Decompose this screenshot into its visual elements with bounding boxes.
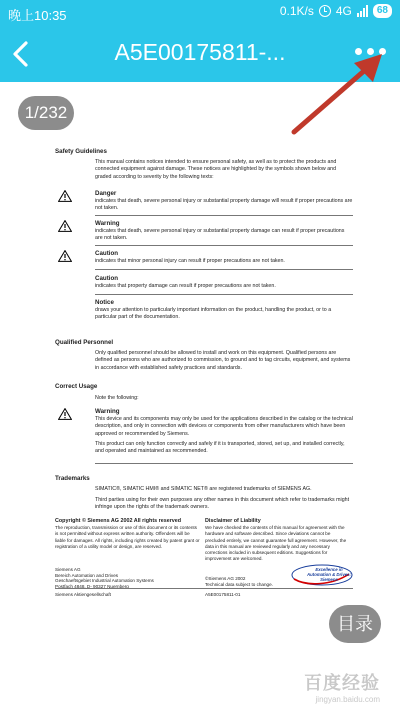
copyright-short: ©Siemens AG 2002	[205, 576, 246, 581]
address-line: Geschaeftsgebiet Industrial Automation Systems	[55, 578, 154, 584]
notice-title: Caution	[95, 275, 119, 282]
copyright-heading: Copyright © Siemens AG 2002 All rights reserved	[55, 518, 182, 524]
network-type: 4G	[335, 4, 352, 18]
more-options-button[interactable]	[355, 48, 386, 55]
battery-icon: 68	[373, 4, 392, 18]
notice-title: Caution	[95, 250, 119, 257]
warning-triangle-icon	[58, 408, 72, 420]
alarm-icon	[319, 5, 331, 17]
company-name: Siemens Aktiengesellschaft	[55, 592, 111, 597]
watermark-text: 百度经验	[304, 673, 380, 693]
disclaimer-heading: Disclaimer of Liability	[205, 518, 261, 524]
notice-title: Warning	[95, 220, 120, 227]
address-line: Bereich Automation and Drives	[55, 572, 119, 578]
notice-text: indicates that property damage can result if proper precautions are not taken.	[95, 283, 276, 289]
divider	[95, 294, 353, 295]
notice-text: This product can only function correctly and safely if it is transported, stored, set up, and installed correctly, and operated and maintained as recommended.	[95, 440, 345, 455]
notice-title: Warning	[95, 408, 120, 415]
app-header	[0, 26, 400, 82]
notice-text: indicates that death, severe personal injury or substantial property damage can result if proper precautions are not taken.	[95, 228, 345, 242]
page-counter: 1/232	[18, 96, 74, 130]
notice-text: This device and its components may only be used for the applications described in the catalog or the technical description, and only in connection with devices or components from other manufacturers which have been approved or recommended by Siemens.	[95, 416, 353, 437]
paragraph: Note the following:	[95, 395, 139, 401]
notice-text: draws your attention to particularly important information on the product, handling the product, or to a particular part of the documentation.	[95, 307, 332, 321]
more-options-icon	[355, 48, 362, 55]
document-number: A5E00175811-01	[205, 592, 241, 597]
signal-icon	[357, 5, 368, 17]
address-line: Siemens AG	[55, 567, 81, 572]
status-time: 晚上10:35	[8, 8, 67, 23]
catalog-button[interactable]: 目录	[329, 605, 381, 643]
disclaimer-text: We have checked the contents of this manual for agreement with the hardware and software described. Since deviations cannot be precluded entirely, we cannot guarantee full agreement. However, the data in this manual are reviewed regularly and any necessary corrections included in subsequent editions. Suggestions for improvement are welcomed.	[205, 525, 347, 562]
badge-text: Excellence in Automation & Drives: Siemens	[307, 567, 351, 582]
copyright-note	[205, 576, 305, 587]
section-heading: Safety Guidelines	[55, 148, 107, 155]
divider	[95, 269, 353, 270]
address-line: Postfach 4848, D- 90327 Nuernberg	[55, 583, 129, 589]
paragraph: SIMATIC®, SIMATIC HMI® and SIMATIC NET® are registered trademarks of SIEMENS AG.	[95, 486, 312, 492]
notice-text: indicates that death, severe personal injury or substantial property damage will result if proper precautions are not taken.	[95, 198, 353, 212]
section-heading: Correct Usage	[55, 383, 98, 390]
tech-data-note: Technical data subject to change.	[205, 581, 273, 587]
paragraph: This manual contains notices intended to ensure personal safety, as well as to protect the products and connected equipment against damage. These notices are highlighted by the symbols shown below and graded according to severity by the following texts:	[95, 159, 337, 180]
watermark-url: jingyan.baidu.com	[315, 695, 380, 704]
watermark	[272, 669, 392, 707]
divider	[95, 215, 353, 216]
address-block	[55, 567, 185, 589]
document-page[interactable]	[55, 140, 355, 655]
disclaimer-block	[205, 518, 350, 562]
paragraph: Only qualified personnel should be allowed to install and work on this equipment. Qualified persons are defined as persons who are authorized to commission, to ground and to tag circuits, equipment, and systems in accordance with established safety practices and standards.	[95, 350, 351, 371]
copyright-block	[55, 518, 200, 550]
notice-title: Danger	[95, 190, 117, 197]
notice-title: Notice	[95, 299, 114, 306]
network-speed: 0.1K/s	[279, 4, 314, 18]
divider	[55, 588, 353, 589]
section-heading: Qualified Personnel	[55, 339, 114, 346]
copyright-text: The reproduction, transmission or use of this document or its contents is not permitted without express written authority. Offenders will be liable for damages. All rights, including rights created by patent grant or registration of a utility model or design, are reserved.	[55, 525, 200, 549]
paragraph: Third parties using for their own purposes any other names in this document which refer to trademarks might infringe upon the rights of the trademark owners.	[95, 497, 350, 511]
warning-triangle-icon	[58, 250, 72, 262]
section-heading: Trademarks	[55, 475, 90, 482]
status-bar	[0, 0, 400, 26]
back-arrow-icon	[6, 38, 36, 70]
notice-text: indicates that minor personal injury can result if proper precautions are not taken.	[95, 258, 285, 264]
divider	[95, 463, 353, 464]
divider	[95, 245, 353, 246]
back-button[interactable]	[6, 38, 36, 70]
warning-triangle-icon	[58, 190, 72, 202]
status-indicators	[280, 4, 392, 18]
document-title: A5E00175811-...	[114, 39, 286, 65]
warning-triangle-icon	[58, 220, 72, 232]
